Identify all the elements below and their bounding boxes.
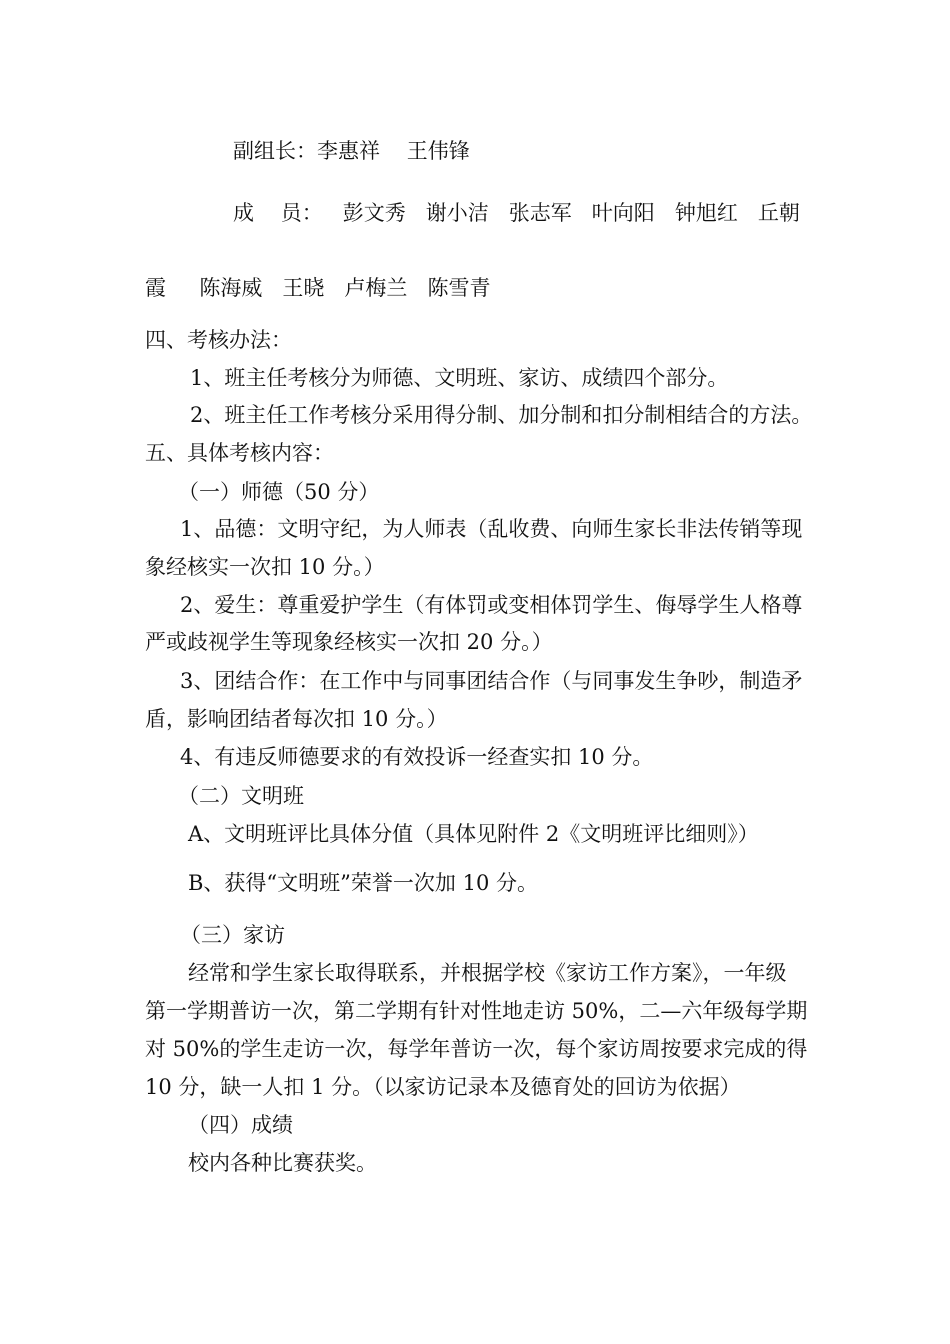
section-4-item-2: 2、班主任工作考核分采用得分制、加分制和扣分制相结合的方法。 [190, 403, 813, 427]
sub-2-item-b: B、获得“文明班”荣誉一次加 10 分。 [188, 871, 538, 895]
members-line-1: 成 员： 彭文秀 谢小洁 张志军 叶向阳 钟旭红 丘朝 [233, 201, 800, 225]
sub-3-title: （三）家访 [180, 923, 285, 947]
sub-2-item-a: A、文明班评比具体分值（具体见附件 2《文明班评比细则》） [188, 822, 759, 846]
sub-1-item-2-line-a: 2、爱生：尊重爱护学生（有体罚或变相体罚学生、侮辱学生人格尊 [180, 593, 803, 617]
sub-3-paragraph-line-1: 经常和学生家长取得联系，并根据学校《家访工作方案》，一年级 [188, 961, 787, 985]
sub-1-item-2-line-b: 严或歧视学生等现象经核实一次扣 20 分。） [145, 630, 553, 654]
sub-1-item-4: 4、有违反师德要求的有效投诉一经查实扣 10 分。 [180, 745, 654, 769]
section-4-title: 四、考核办法： [145, 328, 292, 352]
sub-1-item-3-line-a: 3、团结合作：在工作中与同事团结合作（与同事发生争吵，制造矛 [180, 669, 803, 693]
sub-4-title: （四）成绩 [188, 1113, 293, 1137]
sub-2-title: （二）文明班 [178, 784, 304, 808]
sub-3-paragraph-line-4: 10 分，缺一人扣 1 分。（以家访记录本及德育处的回访为依据） [145, 1075, 741, 1099]
sub-3-paragraph-line-3: 对 50%的学生走访一次，每学年普访一次，每个家访周按要求完成的得 [145, 1037, 808, 1061]
vice-leaders-line: 副组长：李惠祥 王伟锋 [233, 139, 470, 163]
sub-4-paragraph: 校内各种比赛获奖。 [188, 1151, 377, 1175]
sub-1-title: （一）师德（50 分） [178, 480, 380, 504]
section-5-title: 五、具体考核内容： [145, 441, 334, 465]
sub-1-item-1-line-b: 象经核实一次扣 10 分。） [145, 555, 385, 579]
sub-1-item-3-line-b: 盾，影响团结者每次扣 10 分。） [145, 707, 448, 731]
sub-1-item-1-line-a: 1、品德：文明守纪，为人师表（乱收费、向师生家长非法传销等现 [180, 517, 803, 541]
members-line-2: 霞 陈海威 王晓 卢梅兰 陈雪青 [145, 276, 491, 300]
sub-3-paragraph-line-2: 第一学期普访一次，第二学期有针对性地走访 50%，二—六年级每学期 [145, 999, 808, 1023]
section-4-item-1: 1、班主任考核分为师德、文明班、家访、成绩四个部分。 [190, 366, 729, 390]
